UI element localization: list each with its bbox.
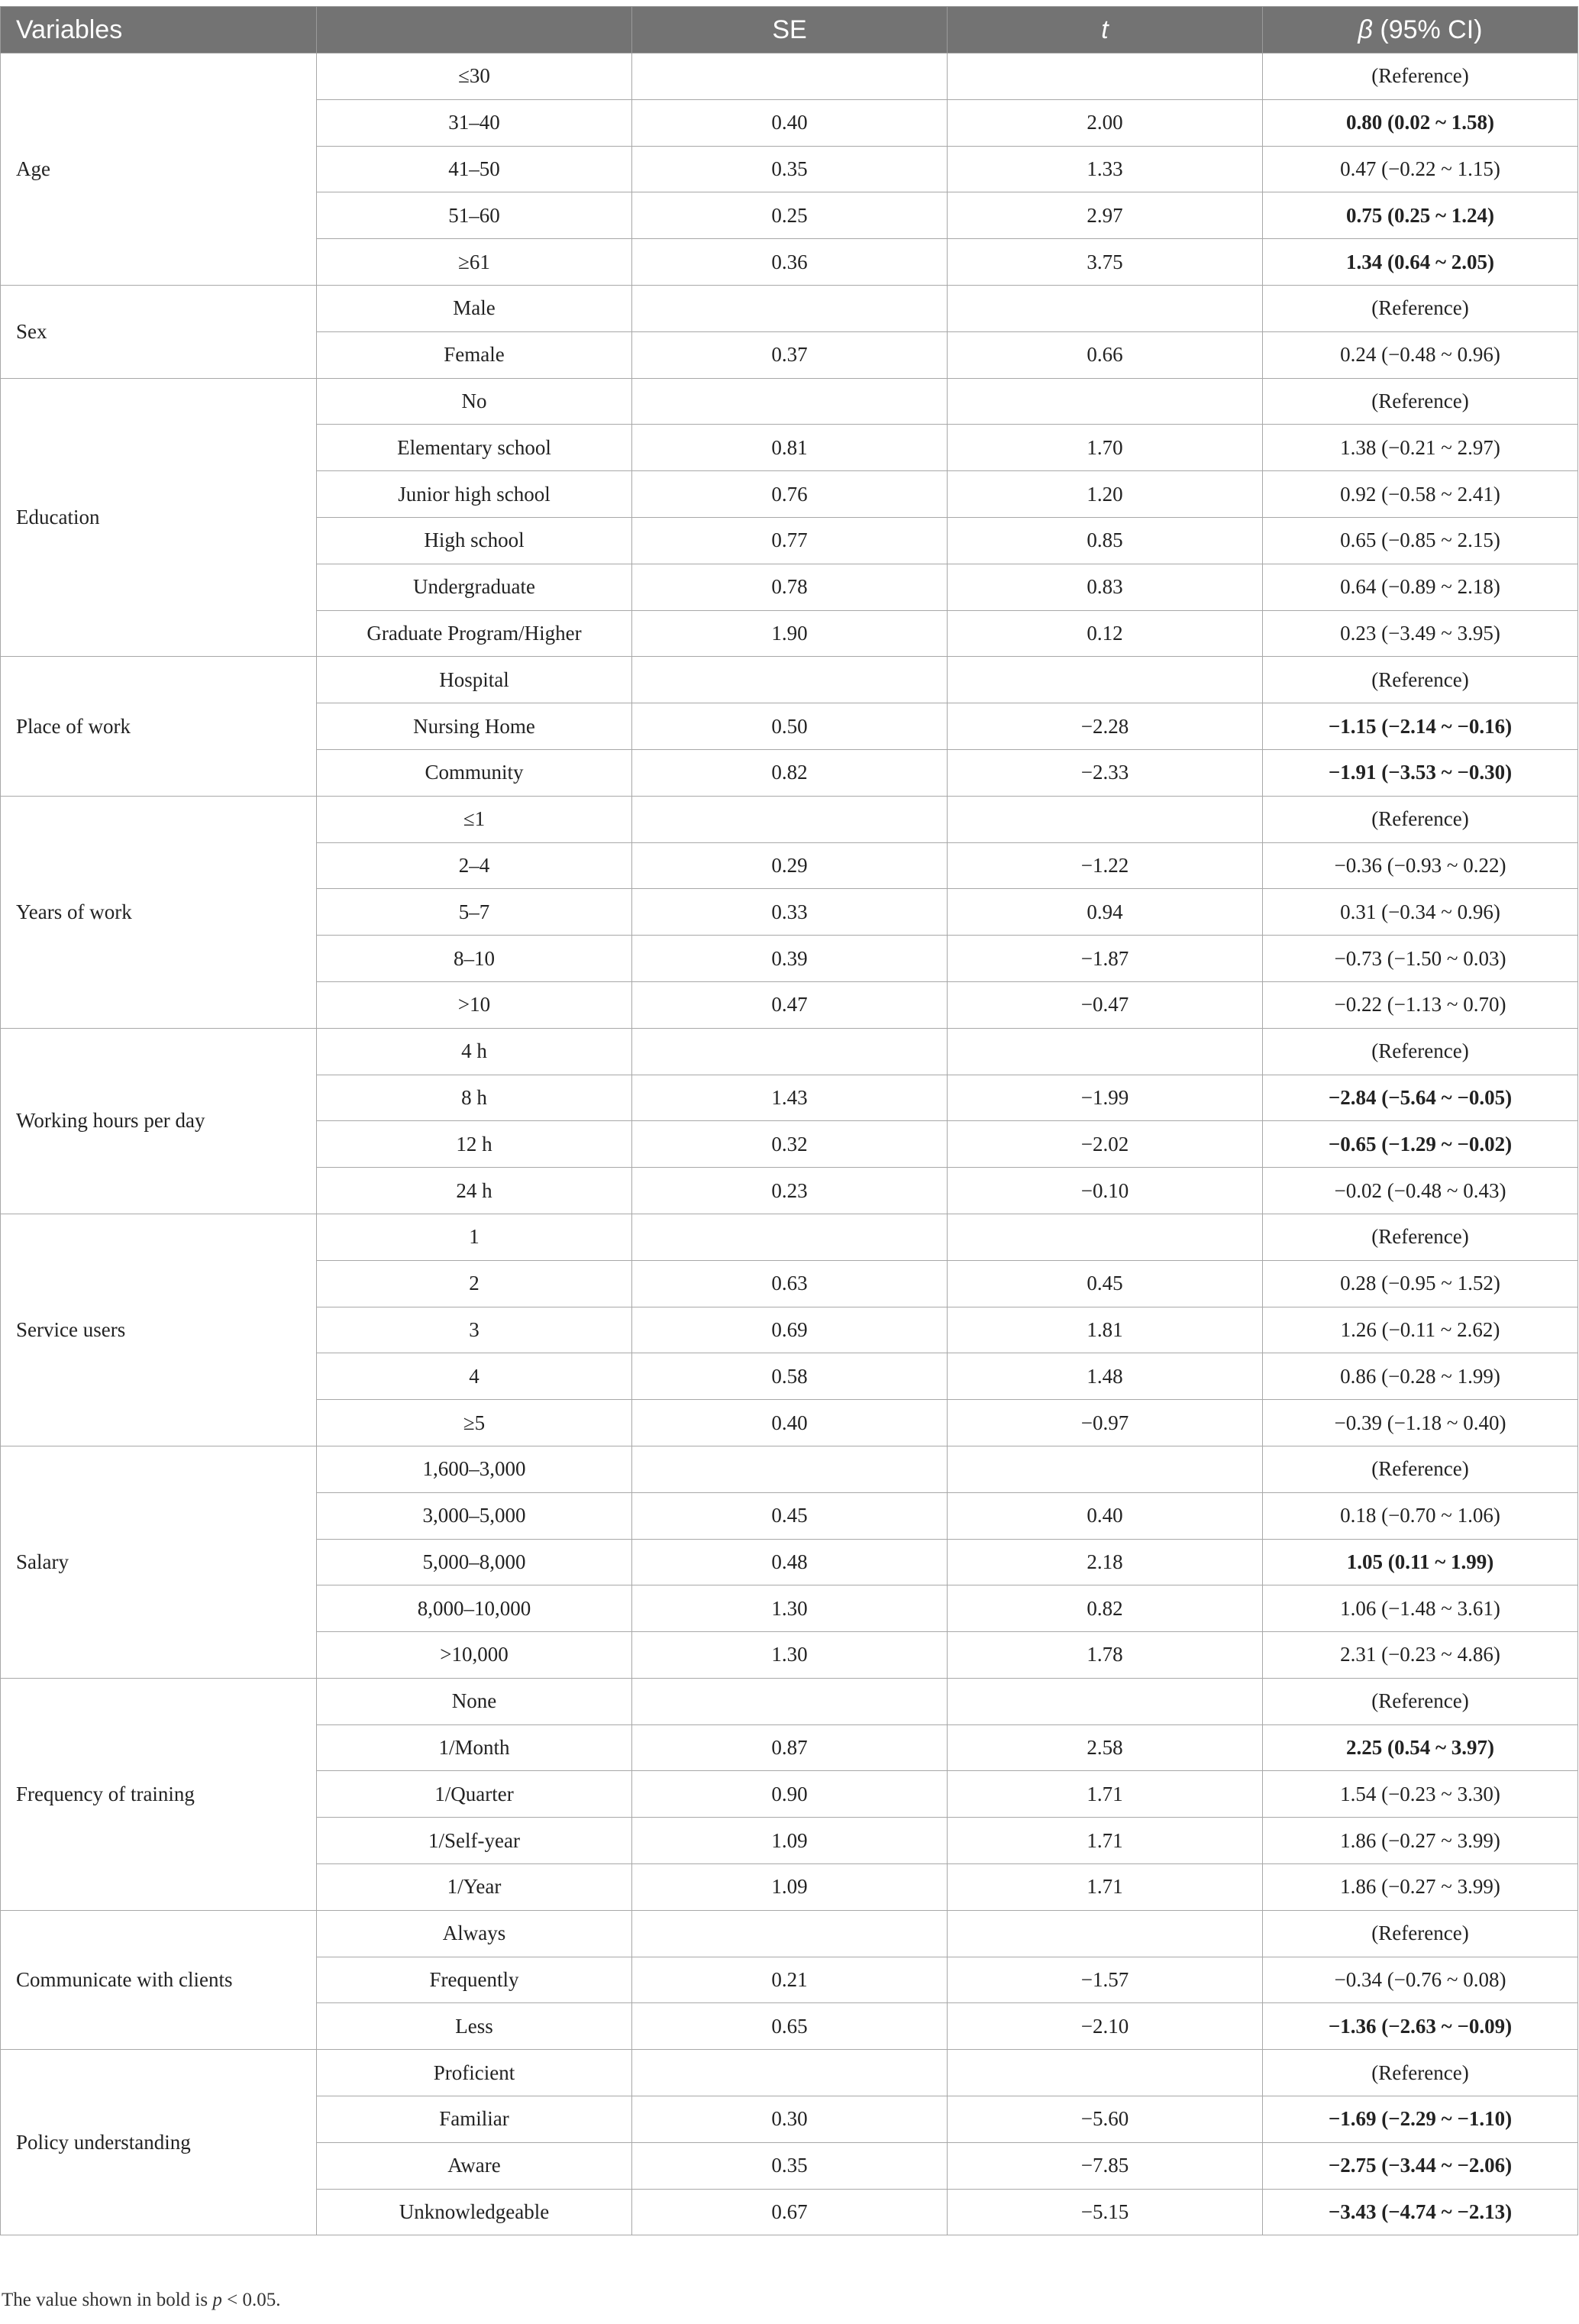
se-cell: 0.90 bbox=[632, 1771, 948, 1818]
table-row bbox=[1, 1910, 1578, 1957]
level-cell: Unknowledgeable bbox=[317, 2189, 632, 2235]
t-cell: 0.83 bbox=[948, 564, 1263, 610]
header-se: SE bbox=[632, 7, 948, 53]
se-cell: 1.30 bbox=[632, 1585, 948, 1632]
se-cell: 0.29 bbox=[632, 842, 948, 889]
beta-ci-cell: 2.31 (−0.23 ~ 4.86) bbox=[1263, 1632, 1578, 1679]
level-cell: Hospital bbox=[317, 657, 632, 703]
level-cell: 5–7 bbox=[317, 889, 632, 936]
level-cell: Community bbox=[317, 749, 632, 796]
header-variables: Variables bbox=[1, 7, 317, 53]
se-cell: 0.32 bbox=[632, 1121, 948, 1168]
table-row bbox=[1, 53, 1578, 100]
se-cell: 0.50 bbox=[632, 703, 948, 750]
se-cell: 0.40 bbox=[632, 99, 948, 146]
se-cell bbox=[632, 1678, 948, 1724]
t-cell bbox=[948, 1910, 1263, 1957]
se-cell bbox=[632, 285, 948, 331]
level-cell: 51–60 bbox=[317, 192, 632, 239]
beta-ci-cell: (Reference) bbox=[1263, 657, 1578, 703]
t-cell: −5.60 bbox=[948, 2096, 1263, 2143]
se-cell: 1.43 bbox=[632, 1075, 948, 1121]
t-cell: −1.22 bbox=[948, 842, 1263, 889]
se-cell: 0.35 bbox=[632, 2142, 948, 2189]
t-cell: −1.57 bbox=[948, 1957, 1263, 2003]
footnote-prefix: The value shown in bold is bbox=[2, 2290, 213, 2310]
beta-ci-cell: 1.34 (0.64 ~ 2.05) bbox=[1263, 239, 1578, 286]
level-cell: >10,000 bbox=[317, 1632, 632, 1679]
header-row bbox=[1, 7, 1578, 53]
beta-ci-cell: (Reference) bbox=[1263, 1214, 1578, 1260]
level-cell: >10 bbox=[317, 981, 632, 1028]
se-cell bbox=[632, 1214, 948, 1260]
level-cell: 31–40 bbox=[317, 99, 632, 146]
beta-ci-cell: (Reference) bbox=[1263, 1678, 1578, 1724]
variable-name-cell: Age bbox=[1, 53, 317, 286]
beta-ci-cell: (Reference) bbox=[1263, 378, 1578, 425]
regression-table bbox=[0, 6, 1578, 2235]
se-cell: 1.09 bbox=[632, 1864, 948, 1911]
beta-ci-cell: −0.34 (−0.76 ~ 0.08) bbox=[1263, 1957, 1578, 2003]
beta-ci-cell: (Reference) bbox=[1263, 2050, 1578, 2096]
table-row bbox=[1, 1446, 1578, 1492]
level-cell: 2 bbox=[317, 1260, 632, 1307]
se-cell: 0.47 bbox=[632, 981, 948, 1028]
se-cell bbox=[632, 1910, 948, 1957]
t-cell: 1.20 bbox=[948, 471, 1263, 518]
se-cell: 0.58 bbox=[632, 1353, 948, 1400]
se-cell: 0.25 bbox=[632, 192, 948, 239]
t-cell: 1.71 bbox=[948, 1864, 1263, 1911]
level-cell: Frequently bbox=[317, 1957, 632, 2003]
level-cell: No bbox=[317, 378, 632, 425]
level-cell: Graduate Program/Higher bbox=[317, 610, 632, 657]
t-cell: −2.33 bbox=[948, 749, 1263, 796]
beta-ci-cell: −1.36 (−2.63 ~ −0.09) bbox=[1263, 2003, 1578, 2050]
t-cell bbox=[948, 796, 1263, 842]
variable-name-cell: Education bbox=[1, 378, 317, 657]
beta-ci-cell: 1.26 (−0.11 ~ 2.62) bbox=[1263, 1307, 1578, 1353]
beta-ci-cell: 0.75 (0.25 ~ 1.24) bbox=[1263, 192, 1578, 239]
se-cell: 0.69 bbox=[632, 1307, 948, 1353]
t-cell: 2.18 bbox=[948, 1539, 1263, 1585]
t-cell: 1.71 bbox=[948, 1818, 1263, 1864]
level-cell: Male bbox=[317, 285, 632, 331]
variable-name-cell: Frequency of training bbox=[1, 1678, 317, 1910]
regression-table-container bbox=[0, 6, 1577, 2235]
table-row bbox=[1, 378, 1578, 425]
level-cell: None bbox=[317, 1678, 632, 1724]
se-cell: 0.30 bbox=[632, 2096, 948, 2143]
t-cell: 0.94 bbox=[948, 889, 1263, 936]
beta-ci-cell: (Reference) bbox=[1263, 1446, 1578, 1492]
beta-ci-cell: 1.06 (−1.48 ~ 3.61) bbox=[1263, 1585, 1578, 1632]
t-cell bbox=[948, 378, 1263, 425]
se-cell: 1.30 bbox=[632, 1632, 948, 1679]
t-cell bbox=[948, 285, 1263, 331]
level-cell: ≤1 bbox=[317, 796, 632, 842]
t-cell bbox=[948, 1446, 1263, 1492]
t-cell: 0.85 bbox=[948, 517, 1263, 564]
beta-ci-cell: −2.75 (−3.44 ~ −2.06) bbox=[1263, 2142, 1578, 2189]
beta-ci-cell: 0.47 (−0.22 ~ 1.15) bbox=[1263, 146, 1578, 192]
se-cell: 0.21 bbox=[632, 1957, 948, 2003]
level-cell: Always bbox=[317, 1910, 632, 1957]
se-cell: 0.77 bbox=[632, 517, 948, 564]
level-cell: 3,000–5,000 bbox=[317, 1492, 632, 1539]
level-cell: 5,000–8,000 bbox=[317, 1539, 632, 1585]
table-row bbox=[1, 285, 1578, 331]
variable-name-cell: Sex bbox=[1, 285, 317, 378]
t-cell bbox=[948, 657, 1263, 703]
t-cell bbox=[948, 1678, 1263, 1724]
t-cell bbox=[948, 1028, 1263, 1075]
t-cell: 2.97 bbox=[948, 192, 1263, 239]
se-cell: 0.37 bbox=[632, 331, 948, 378]
beta-ci-cell: −0.39 (−1.18 ~ 0.40) bbox=[1263, 1400, 1578, 1446]
beta-ci-label: (95% CI) bbox=[1372, 15, 1483, 44]
t-cell: 1.71 bbox=[948, 1771, 1263, 1818]
table-body bbox=[1, 53, 1578, 2235]
t-cell: 0.12 bbox=[948, 610, 1263, 657]
beta-ci-cell: (Reference) bbox=[1263, 1910, 1578, 1957]
t-cell: 0.66 bbox=[948, 331, 1263, 378]
variable-name-cell: Place of work bbox=[1, 657, 317, 796]
se-cell: 0.33 bbox=[632, 889, 948, 936]
level-cell: 3 bbox=[317, 1307, 632, 1353]
t-cell: −7.85 bbox=[948, 2142, 1263, 2189]
t-cell: 0.82 bbox=[948, 1585, 1263, 1632]
t-cell: −2.02 bbox=[948, 1121, 1263, 1168]
se-cell: 0.81 bbox=[632, 425, 948, 471]
beta-ci-cell: 0.31 (−0.34 ~ 0.96) bbox=[1263, 889, 1578, 936]
se-cell: 0.39 bbox=[632, 936, 948, 982]
t-cell: 1.81 bbox=[948, 1307, 1263, 1353]
level-cell: ≤30 bbox=[317, 53, 632, 100]
beta-ci-cell: −1.91 (−3.53 ~ −0.30) bbox=[1263, 749, 1578, 796]
table-row bbox=[1, 796, 1578, 842]
beta-ci-cell: (Reference) bbox=[1263, 285, 1578, 331]
table-row bbox=[1, 2050, 1578, 2096]
footnote-suffix: < 0.05. bbox=[221, 2290, 281, 2310]
se-cell bbox=[632, 657, 948, 703]
se-cell: 0.40 bbox=[632, 1400, 948, 1446]
t-cell: −0.97 bbox=[948, 1400, 1263, 1446]
level-cell: Aware bbox=[317, 2142, 632, 2189]
t-cell bbox=[948, 2050, 1263, 2096]
beta-ci-cell: 0.64 (−0.89 ~ 2.18) bbox=[1263, 564, 1578, 610]
level-cell: 1/Quarter bbox=[317, 1771, 632, 1818]
t-cell: 2.58 bbox=[948, 1724, 1263, 1771]
table-footnote bbox=[2, 2290, 280, 2311]
level-cell: 12 h bbox=[317, 1121, 632, 1168]
variable-name-cell: Communicate with clients bbox=[1, 1910, 317, 2049]
footnote-p: p bbox=[212, 2290, 222, 2310]
beta-ci-cell: (Reference) bbox=[1263, 53, 1578, 100]
beta-ci-cell: 0.24 (−0.48 ~ 0.96) bbox=[1263, 331, 1578, 378]
beta-ci-cell: 0.18 (−0.70 ~ 1.06) bbox=[1263, 1492, 1578, 1539]
beta-ci-cell: −1.15 (−2.14 ~ −0.16) bbox=[1263, 703, 1578, 750]
variable-name-cell: Salary bbox=[1, 1446, 317, 1678]
header-beta bbox=[1263, 7, 1578, 53]
level-cell: Familiar bbox=[317, 2096, 632, 2143]
level-cell: ≥61 bbox=[317, 239, 632, 286]
se-cell bbox=[632, 378, 948, 425]
level-cell: Elementary school bbox=[317, 425, 632, 471]
level-cell: Undergraduate bbox=[317, 564, 632, 610]
level-cell: 41–50 bbox=[317, 146, 632, 192]
level-cell: High school bbox=[317, 517, 632, 564]
se-cell: 0.63 bbox=[632, 1260, 948, 1307]
se-cell bbox=[632, 1446, 948, 1492]
se-cell: 0.23 bbox=[632, 1168, 948, 1214]
beta-ci-cell: −3.43 (−4.74 ~ −2.13) bbox=[1263, 2189, 1578, 2235]
level-cell: 1/Self-year bbox=[317, 1818, 632, 1864]
level-cell: 24 h bbox=[317, 1168, 632, 1214]
beta-ci-cell: 0.65 (−0.85 ~ 2.15) bbox=[1263, 517, 1578, 564]
level-cell: 1/Year bbox=[317, 1864, 632, 1911]
level-cell: Proficient bbox=[317, 2050, 632, 2096]
beta-ci-cell: −0.65 (−1.29 ~ −0.02) bbox=[1263, 1121, 1578, 1168]
level-cell: Nursing Home bbox=[317, 703, 632, 750]
beta-ci-cell: 0.92 (−0.58 ~ 2.41) bbox=[1263, 471, 1578, 518]
se-cell: 0.82 bbox=[632, 749, 948, 796]
se-cell: 1.09 bbox=[632, 1818, 948, 1864]
beta-ci-cell: −0.22 (−1.13 ~ 0.70) bbox=[1263, 981, 1578, 1028]
t-cell: 1.33 bbox=[948, 146, 1263, 192]
se-cell bbox=[632, 53, 948, 100]
level-cell: Junior high school bbox=[317, 471, 632, 518]
table-row bbox=[1, 657, 1578, 703]
beta-ci-cell: 1.86 (−0.27 ~ 3.99) bbox=[1263, 1864, 1578, 1911]
se-cell: 0.78 bbox=[632, 564, 948, 610]
t-cell: 1.48 bbox=[948, 1353, 1263, 1400]
variable-name-cell: Years of work bbox=[1, 796, 317, 1028]
level-cell: ≥5 bbox=[317, 1400, 632, 1446]
t-cell: −1.87 bbox=[948, 936, 1263, 982]
se-cell: 1.90 bbox=[632, 610, 948, 657]
beta-symbol: β bbox=[1358, 15, 1373, 44]
beta-ci-cell: 0.23 (−3.49 ~ 3.95) bbox=[1263, 610, 1578, 657]
level-cell: 2–4 bbox=[317, 842, 632, 889]
beta-ci-cell: −0.36 (−0.93 ~ 0.22) bbox=[1263, 842, 1578, 889]
t-cell bbox=[948, 1214, 1263, 1260]
se-cell bbox=[632, 1028, 948, 1075]
beta-ci-cell: −2.84 (−5.64 ~ −0.05) bbox=[1263, 1075, 1578, 1121]
beta-ci-cell: 1.05 (0.11 ~ 1.99) bbox=[1263, 1539, 1578, 1585]
se-cell: 0.65 bbox=[632, 2003, 948, 2050]
level-cell: Female bbox=[317, 331, 632, 378]
level-cell: 8 h bbox=[317, 1075, 632, 1121]
variable-name-cell: Service users bbox=[1, 1214, 317, 1446]
beta-ci-cell: (Reference) bbox=[1263, 796, 1578, 842]
level-cell: 8,000–10,000 bbox=[317, 1585, 632, 1632]
t-cell: −0.10 bbox=[948, 1168, 1263, 1214]
beta-ci-cell: −0.73 (−1.50 ~ 0.03) bbox=[1263, 936, 1578, 982]
table-row bbox=[1, 1214, 1578, 1260]
header-level bbox=[317, 7, 632, 53]
se-cell: 0.48 bbox=[632, 1539, 948, 1585]
level-cell: 1/Month bbox=[317, 1724, 632, 1771]
t-cell: −2.28 bbox=[948, 703, 1263, 750]
beta-ci-cell: 1.54 (−0.23 ~ 3.30) bbox=[1263, 1771, 1578, 1818]
t-cell: −0.47 bbox=[948, 981, 1263, 1028]
se-cell: 0.36 bbox=[632, 239, 948, 286]
beta-ci-cell: 1.86 (−0.27 ~ 3.99) bbox=[1263, 1818, 1578, 1864]
header-t: t bbox=[948, 7, 1263, 53]
variable-name-cell: Working hours per day bbox=[1, 1028, 317, 1214]
table-row bbox=[1, 1678, 1578, 1724]
level-cell: 4 bbox=[317, 1353, 632, 1400]
t-cell: −1.99 bbox=[948, 1075, 1263, 1121]
se-cell: 0.35 bbox=[632, 146, 948, 192]
se-cell: 0.76 bbox=[632, 471, 948, 518]
se-cell bbox=[632, 796, 948, 842]
t-cell: −5.15 bbox=[948, 2189, 1263, 2235]
beta-ci-cell: −0.02 (−0.48 ~ 0.43) bbox=[1263, 1168, 1578, 1214]
table-row bbox=[1, 1028, 1578, 1075]
t-cell: 0.40 bbox=[948, 1492, 1263, 1539]
t-cell: 0.45 bbox=[948, 1260, 1263, 1307]
t-cell: 1.78 bbox=[948, 1632, 1263, 1679]
level-cell: Less bbox=[317, 2003, 632, 2050]
variable-name-cell: Policy understanding bbox=[1, 2050, 317, 2235]
level-cell: 8–10 bbox=[317, 936, 632, 982]
se-cell: 0.87 bbox=[632, 1724, 948, 1771]
table-header bbox=[1, 7, 1578, 53]
beta-ci-cell: (Reference) bbox=[1263, 1028, 1578, 1075]
beta-ci-cell: 0.86 (−0.28 ~ 1.99) bbox=[1263, 1353, 1578, 1400]
se-cell: 0.45 bbox=[632, 1492, 948, 1539]
beta-ci-cell: −1.69 (−2.29 ~ −1.10) bbox=[1263, 2096, 1578, 2143]
beta-ci-cell: 0.28 (−0.95 ~ 1.52) bbox=[1263, 1260, 1578, 1307]
t-cell: −2.10 bbox=[948, 2003, 1263, 2050]
se-cell: 0.67 bbox=[632, 2189, 948, 2235]
level-cell: 4 h bbox=[317, 1028, 632, 1075]
level-cell: 1,600–3,000 bbox=[317, 1446, 632, 1492]
t-cell: 2.00 bbox=[948, 99, 1263, 146]
se-cell bbox=[632, 2050, 948, 2096]
t-cell bbox=[948, 53, 1263, 100]
t-cell: 3.75 bbox=[948, 239, 1263, 286]
beta-ci-cell: 0.80 (0.02 ~ 1.58) bbox=[1263, 99, 1578, 146]
level-cell: 1 bbox=[317, 1214, 632, 1260]
beta-ci-cell: 2.25 (0.54 ~ 3.97) bbox=[1263, 1724, 1578, 1771]
beta-ci-cell: 1.38 (−0.21 ~ 2.97) bbox=[1263, 425, 1578, 471]
t-cell: 1.70 bbox=[948, 425, 1263, 471]
